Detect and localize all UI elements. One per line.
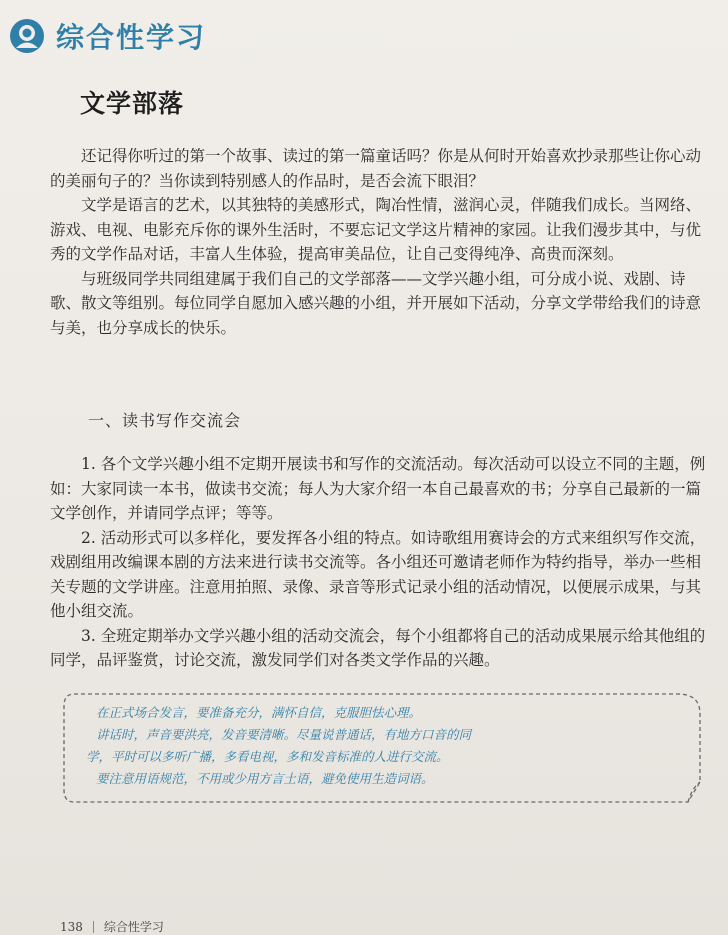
article-title: 文学部落 [80, 89, 185, 118]
page-footer [60, 918, 164, 935]
tip-line: 讲话时，声音要洪亮，发音要清晰。尽量说普通话，有地方口音的同 [96, 727, 472, 742]
tip-box [60, 690, 710, 808]
intro-paragraph: 与班级同学共同组建属于我们自己的文学部落——文学兴趣小组，可分成小说、戏剧、诗歌、散文等组别。每位同学自愿加入感兴趣的小组，并开展如下活动，分享文学带给我们的诗意与美，也分享成长的快乐。 [50, 269, 702, 337]
footer-divider [93, 921, 94, 933]
tip-text [86, 702, 696, 790]
intro-paragraph: 还记得你听过的第一个故事、读过的第一篇童话吗？你是从何时开始喜欢抄录那些让你心动的美丽句子的？当你读到特别感人的作品时，是否会流下眼泪？ [50, 147, 702, 190]
intro-paragraph: 文学是语言的艺术，以其独特的美感形式，陶冶性情，滋润心灵，伴随我们成长。当网络、游戏、电视、电影充斥你的课外生活时，不要忘记文学这片精神的家园。让我们漫步其中，与优秀的文学作品对话，丰富人生体验，提高审美品位，让自己变得纯净、高贵而深刻。 [50, 196, 702, 263]
tip-line: 学，平时可以多听广播，多看电视，多和发音标准的人进行交流。 [86, 749, 449, 764]
section-header [8, 16, 206, 56]
tip-line: 要注意用语规范，不用或少用方言土语，避免使用生造词语。 [96, 771, 434, 786]
activities-text [50, 452, 710, 673]
person-head-icon [8, 17, 46, 55]
section-title: 综合性学习 [56, 21, 207, 54]
activity-paragraph: 3. 全班定期举办文学兴趣小组的活动交流会，每个小组都将自己的活动成果展示给其他组的同学，品评鉴赏，讨论交流，激发同学们对各类文学作品的兴趣。 [50, 626, 706, 669]
activity-paragraph: 1. 各个文学兴趣小组不定期开展读书和写作的交流活动。每次活动可以设立不同的主题，例如：大家同读一本书，做读书交流；每人为大家介绍一本自己最喜欢的书；分享自己最新的一篇文学创作，并请同学点评；等等。 [50, 455, 706, 522]
intro-text [50, 144, 710, 340]
activity-paragraph: 2. 活动形式可以多样化，要发挥各小组的特点。如诗歌组用赛诗会的方式来组织写作交流，戏剧组用改编课本剧的方法来进行读书交流等。各小组还可邀请老师作为特约指导，举办一些相关专题的文学讲座。注意用拍照、录像、录音等形式记录小组的活动情况，以便展示成果，与其他小组交流。 [50, 528, 706, 620]
tip-line: 在正式场合发言，要准备充分，满怀自信，克服胆怯心理。 [96, 705, 422, 720]
page-number: 138 [60, 919, 83, 934]
subheading: 一、读书写作交流会 [88, 411, 242, 430]
footer-section-label: 综合性学习 [103, 920, 164, 934]
